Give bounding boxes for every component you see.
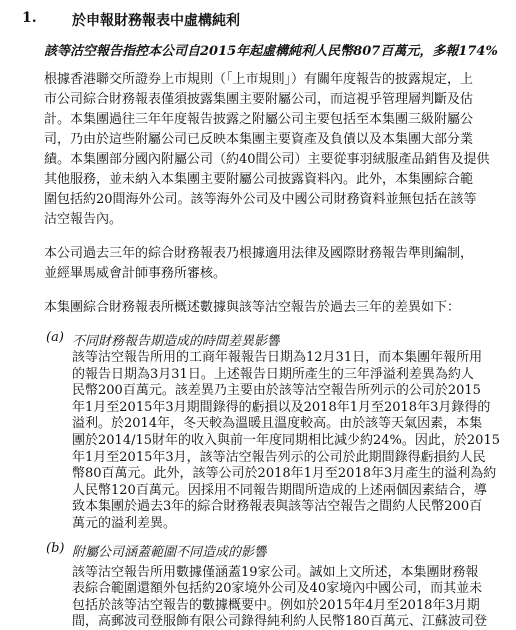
- paragraph-line: 本集團綜合財務報表所概述數據與該等沽空報告於過去三年的差異如下：: [44, 300, 461, 315]
- paragraph-line: 團於2014/15財年的收入與前一年度同期相比減少約24%。因此，於2015: [72, 433, 500, 448]
- section-number: 1.: [22, 10, 37, 26]
- paragraph-line: 計。本集團過往三年年度報告披露之附屬公司主要包括至本集團三級附屬公: [44, 112, 474, 127]
- paragraph-line: 萬元的溢利差異。: [72, 516, 177, 531]
- paragraph-line: 間，高郵波司登服飾有限公司錄得純利約人民幣180百萬元、江蘇波司登: [72, 614, 487, 629]
- headline: 該等沽空報告指控本公司自2015年起虛構純利人民幣807百萬元，多報174%: [44, 44, 498, 59]
- paragraph-line: 根據香港聯交所證券上市規則（「上市規則」）有關年度報告的披露規定，上: [44, 72, 474, 87]
- paragraph-line: 致本集團於過去3年的綜合財務報表與該等沽空報告之間約人民幣200百: [72, 499, 483, 514]
- paragraph-line: 本公司過去三年的綜合財務報表乃根據適用法律及國際財務報告準則編制，: [44, 246, 474, 261]
- paragraph-line: 年1月至2015年3月，該等沽空報告列示的公司於此期間錄得虧損約人民: [72, 450, 486, 465]
- paragraph-line: 司，乃由於這些附屬公司已反映本集團主要資產及負債以及本集團大部分業: [44, 132, 474, 147]
- section-title: 於申報財務報表中虛構純利: [72, 13, 240, 29]
- subsection-b-label: (b): [46, 541, 65, 556]
- paragraph-line: 人民幣120百萬元。因採用不同報告期間所造成的上述兩個因素結合，導: [72, 483, 487, 498]
- paragraph-line: 績。本集團部分國內附屬公司（約40間公司）主要從事羽絨服產品銷售及提供: [44, 152, 490, 167]
- paragraph-line: 包括於該等沽空報告的數據概要中。例如於2015年4月至2018年3月期: [72, 598, 480, 613]
- paragraph-line: 該等沽空報告所用數據僅涵蓋19家公司。誠如上文所述，本集團財務報: [72, 565, 479, 580]
- paragraph-line: 沽空報告內。: [44, 212, 123, 227]
- subsection-a-title: 不同財務報告期造成的時間差異影響: [72, 334, 281, 349]
- paragraph-line: 的報告日期為3月31日。上述報告日期所產生的三年淨溢利差異為約人: [72, 367, 474, 382]
- paragraph-line: 溢利。於2014年，冬天較為溫暖且溫度較高。由於該等天氣因素，本集: [72, 416, 483, 431]
- paragraph-line: 圍包括約20間海外公司。該等海外公司及中國公司財務資料並無包括在該等: [44, 192, 477, 207]
- paragraph-line: 幣80百萬元。此外，該等公司於2018年1月至2018年3月產生的溢利為約: [72, 466, 497, 481]
- paragraph-line: 其他服務，並未納入本集團主要附屬公司披露資料內。此外，本集團綜合範: [44, 172, 474, 187]
- subsection-b-title: 附屬公司涵蓋範圍不同造成的影響: [72, 545, 268, 560]
- paragraph-line: 民幣200百萬元。該差異乃主要由於該等沽空報告所列示的公司於2015: [72, 383, 481, 398]
- paragraph-line: 並經畢馬威會計師事務所審核。: [44, 266, 227, 281]
- paragraph-line: 表綜合範圍還額外包括約20家境外公司及40家境內中國公司，而其並未: [72, 581, 483, 596]
- subsection-a-label: (a): [46, 330, 64, 345]
- paragraph-line: 年1月至2015年3月期間錄得的虧損以及2018年1月至2018年3月錄得的: [72, 400, 491, 415]
- paragraph-line: 該等沽空報告所用的工商年報報告日期為12月31日，而本集團年報所用: [72, 350, 483, 365]
- paragraph-line: 市公司綜合財務報表僅須披露集團主要附屬公司，而這視乎管理層判斷及估: [44, 92, 474, 107]
